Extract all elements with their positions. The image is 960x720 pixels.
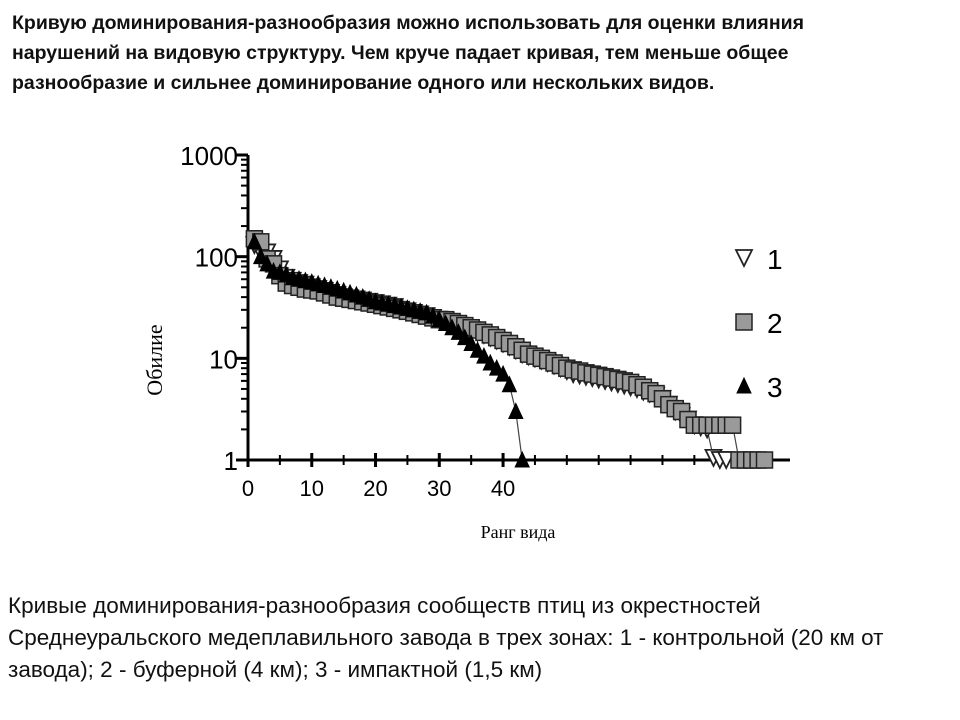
series-3-point [509, 403, 523, 418]
legend-label-1: 1 [767, 244, 783, 275]
y-axis [180, 141, 248, 476]
x-axis [242, 453, 790, 501]
x-axis-label: Ранг вида [480, 522, 556, 542]
legend-label-2: 2 [767, 308, 783, 339]
y-axis-label: Обилие [142, 324, 167, 396]
y-tick-label: 1 [223, 446, 238, 476]
x-tick-label: 0 [241, 476, 255, 501]
series-2-point [756, 452, 772, 468]
intro-paragraph: Кривую доминирования-разнообразия можно использовать для оценки влияния нарушений на видовую структуру. Чем круче падает кривая, тем меньше общее разнообразие и сильнее доминирование одного или нескольких видов. [12, 12, 804, 94]
series-2-point [725, 417, 741, 433]
rank-abundance-chart [130, 140, 810, 550]
legend-marker-3 [737, 378, 751, 393]
y-tick-label: 10 [209, 344, 238, 375]
chart-svg [130, 140, 810, 550]
x-tick-label: 10 [299, 476, 325, 501]
series-points [246, 231, 772, 468]
figure-caption: Кривые доминирования-разнообразия сообществ птиц из окрестностей Среднеуральского медеплавильного завода в трех зонах: 1 - контрольной (20 км от завода); 2 - буферной (4 км); 3 - импактной (1,5 км) [8, 593, 884, 682]
x-tick-label: 20 [363, 476, 388, 501]
legend-label-3: 3 [767, 372, 783, 403]
legend [736, 244, 783, 403]
series-1-line [254, 245, 726, 460]
x-tick-label: 30 [427, 476, 452, 501]
x-tick-label: 40 [490, 476, 516, 501]
legend-marker-2 [736, 314, 752, 330]
y-tick-label: 100 [194, 242, 238, 273]
y-tick-label: 1000 [180, 141, 238, 171]
legend-marker-1 [736, 250, 752, 266]
